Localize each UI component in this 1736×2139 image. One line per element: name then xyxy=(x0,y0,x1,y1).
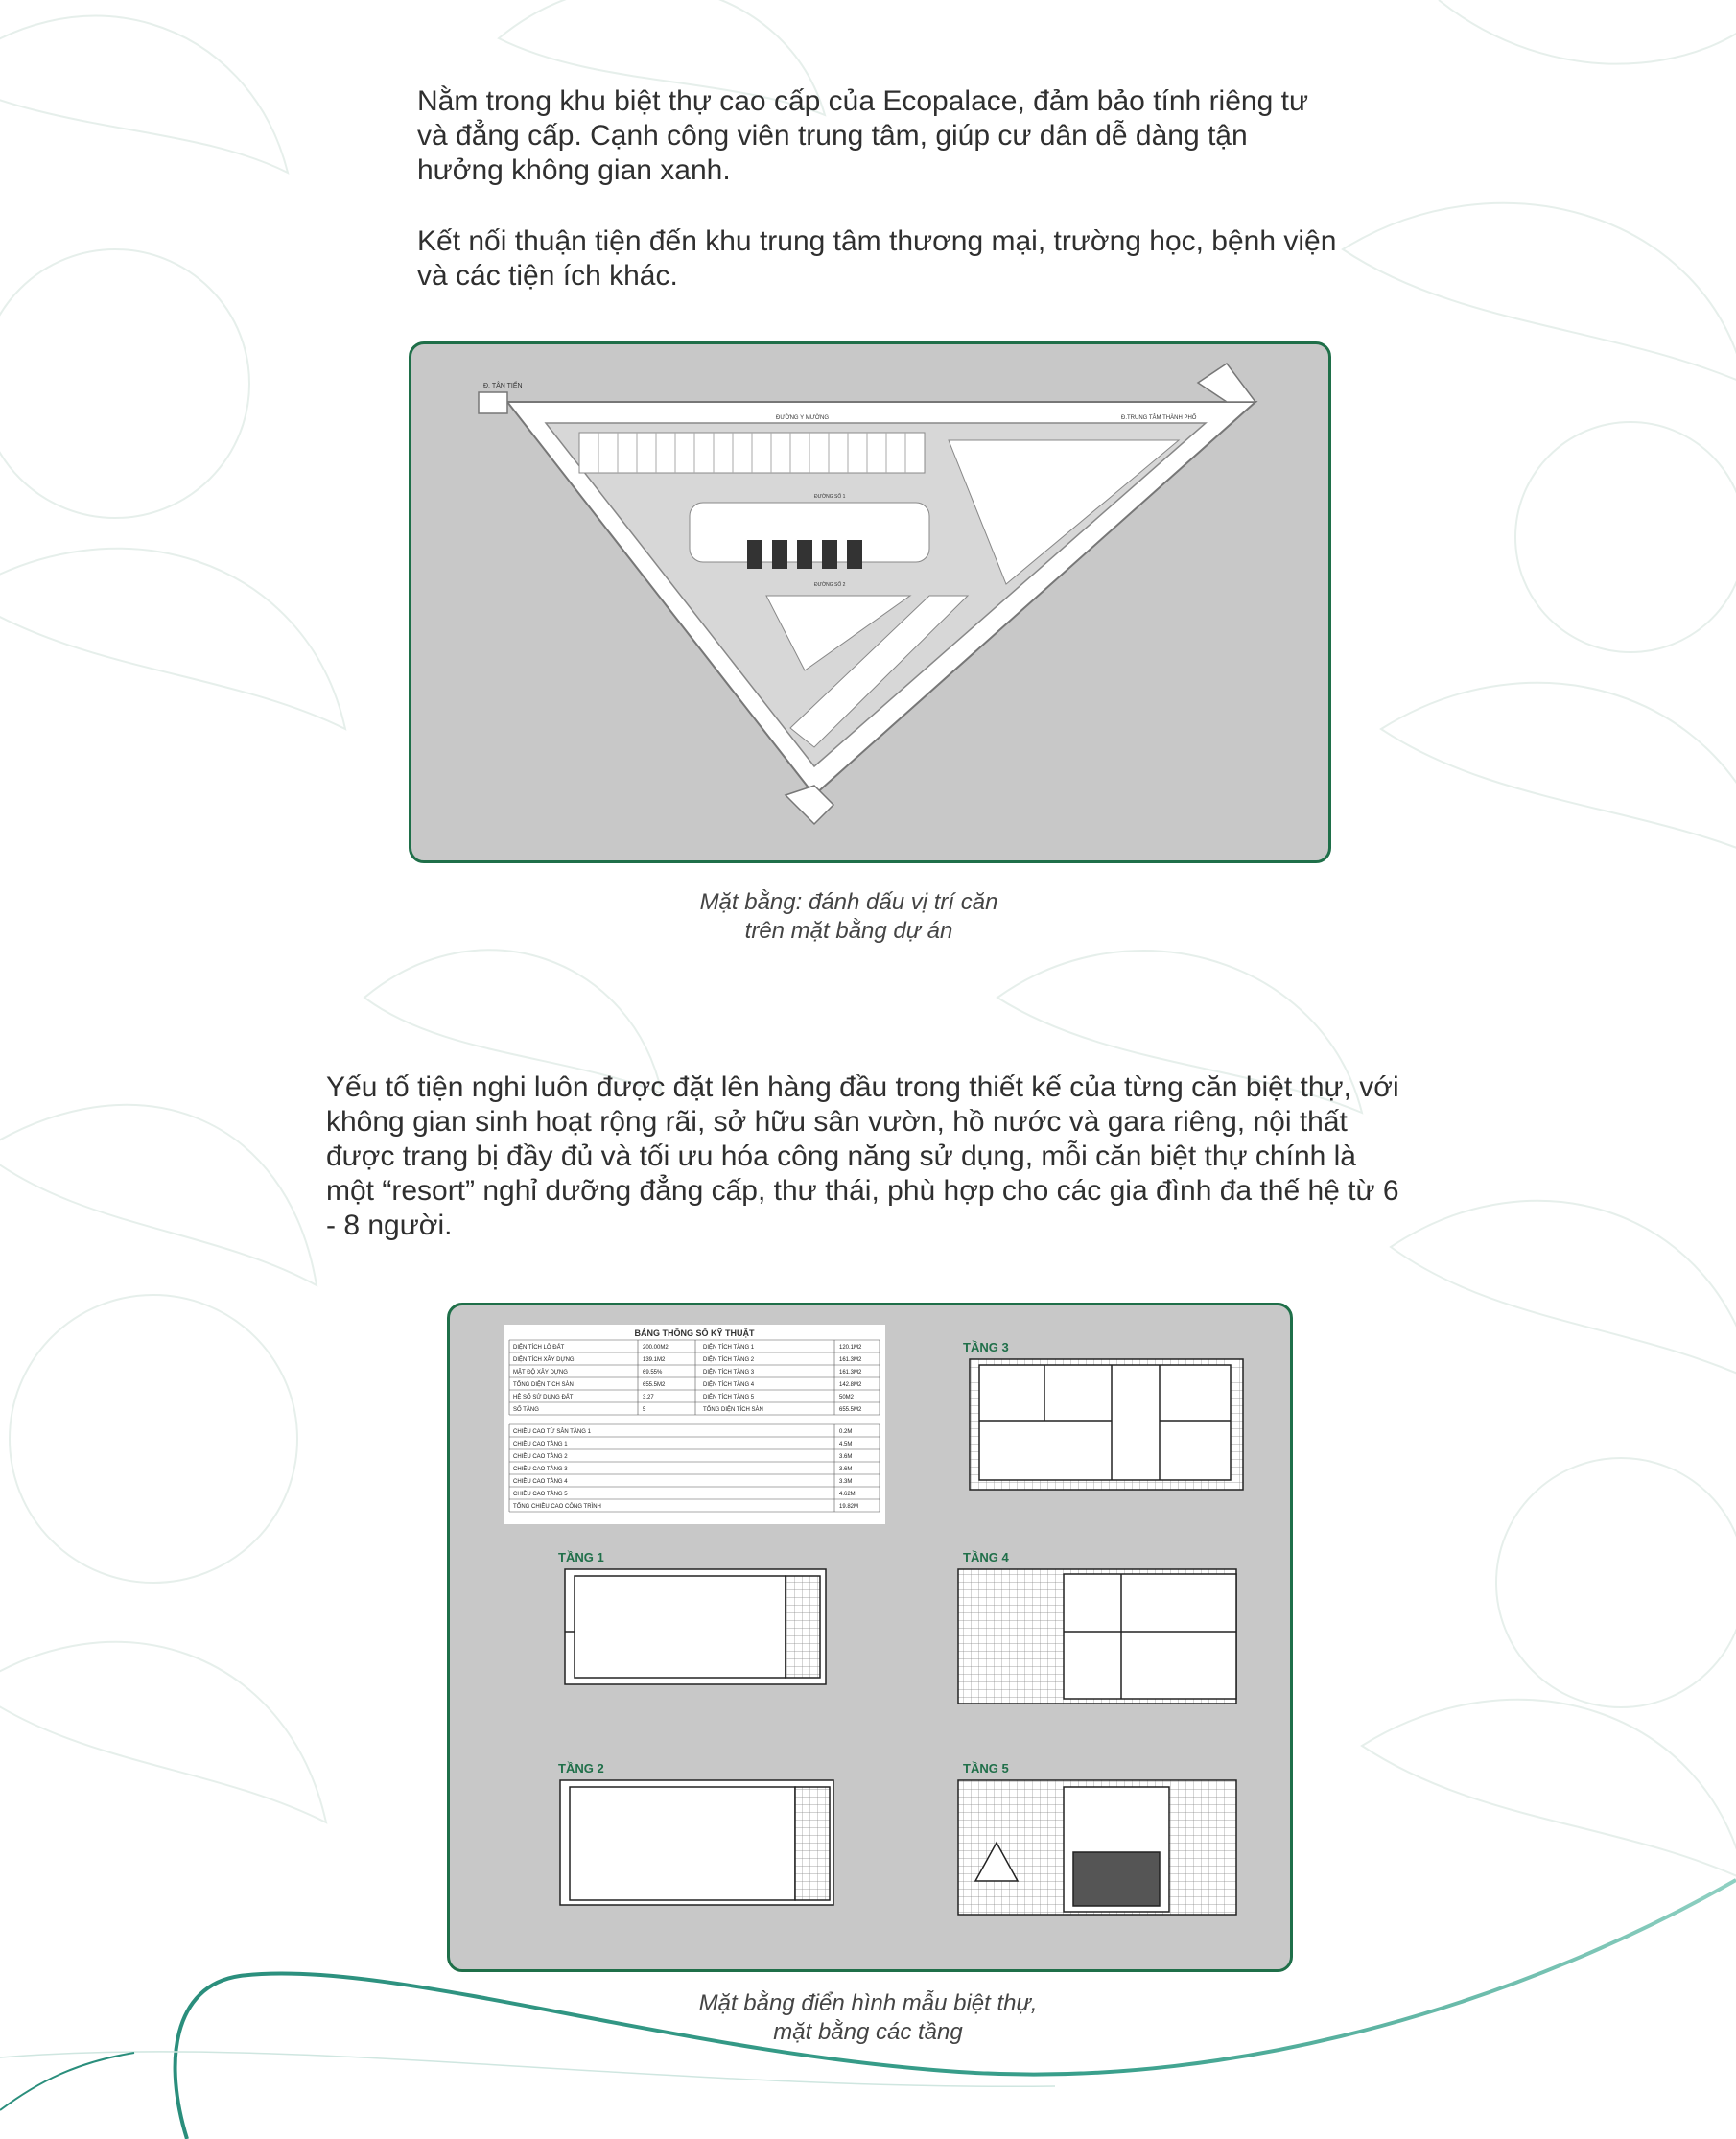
spec-left-value: 655.5M2 xyxy=(643,1382,666,1388)
spec-right-value: 142.8M2 xyxy=(839,1382,862,1388)
spec-right-value: 655.5M2 xyxy=(839,1407,862,1413)
spec-left-label: HỆ SỐ SỬ DỤNG ĐẤT xyxy=(513,1395,574,1400)
spec-right-value: 50M2 xyxy=(839,1395,855,1400)
spec-right-label: DIỆN TÍCH TẦNG 2 xyxy=(703,1357,755,1363)
road-extension-top-right xyxy=(1198,364,1255,402)
spec-left-value: 5 xyxy=(643,1407,646,1413)
spec-left-label: MẬT ĐỘ XÂY DỰNG xyxy=(513,1370,568,1375)
spec-height-value: 19.82M xyxy=(839,1504,859,1510)
floor-4-plan xyxy=(958,1569,1236,1704)
road-label-y-muong: ĐƯỜNG Y MƯỜNG xyxy=(776,415,829,421)
site-plan-caption-line-2: trên mặt bằng dự án xyxy=(744,918,953,944)
spec-height-label: CHIỀU CAO TẦNG 4 xyxy=(513,1479,568,1485)
spec-height-label: CHIỀU CAO TẦNG 5 xyxy=(513,1492,568,1497)
spec-left-value: 69.55% xyxy=(643,1370,663,1375)
spec-height-label: CHIỀU CAO TẦNG 3 xyxy=(513,1467,568,1472)
spec-right-label: TỔNG DIỆN TÍCH SÀN xyxy=(703,1407,763,1413)
spec-height-value: 3.3M xyxy=(839,1479,853,1485)
spec-height-label: TỔNG CHIỀU CAO CÔNG TRÌNH xyxy=(513,1504,601,1510)
road-label-2: ĐƯỜNG SỐ 2 xyxy=(814,582,846,588)
spec-left-label: TỔNG DIỆN TÍCH SÀN xyxy=(513,1382,574,1388)
floor-1-plan xyxy=(565,1569,826,1684)
intro-paragraph-2: Kết nối thuận tiện đến khu trung tâm thương mại, trường học, bệnh viện và các tiện ích khác. xyxy=(417,225,1337,292)
amenities-paragraph: Yếu tố tiện nghi luôn được đặt lên hàng đầu trong thiết kế của từng căn biệt thự, với không gian sinh hoạt rộng rãi, sở hữu sân vườn, hồ nước và gara riêng, nội thất được trang bị đầy đủ và tối ưu hóa công năng sử dụng, mỗi căn biệt thự chính là một “resort” nghỉ dưỡng đẳng cấp, thư thái, phù hợp cho các gia đình đa thế hệ từ 6 - 8 người. xyxy=(326,1071,1399,1241)
spec-height-value: 0.2M xyxy=(839,1429,853,1435)
site-plan-drawing xyxy=(411,344,1328,860)
spec-left-value: 200.00M2 xyxy=(643,1345,669,1351)
floor-5-plan xyxy=(958,1780,1236,1915)
site-plan-caption-line-1: Mặt bằng: đánh dấu vị trí căn xyxy=(699,889,998,915)
road-label-trung-tam: Đ.TRUNG TÂM THÀNH PHỐ xyxy=(1121,415,1197,421)
floor-4-label: TẦNG 4 xyxy=(963,1550,1009,1564)
floor-plans-caption-line-2: mặt bằng các tầng xyxy=(773,2019,963,2045)
spec-height-value: 3.6M xyxy=(839,1454,853,1460)
spec-right-value: 161.3M2 xyxy=(839,1370,862,1375)
spec-table-title: BẢNG THÔNG SỐ KỸ THUẬT xyxy=(634,1328,755,1338)
intro-paragraph-1: Nằm trong khu biệt thự cao cấp của Ecopalace, đảm bảo tính riêng tư và đẳng cấp. Cạnh công viên trung tâm, giúp cư dân dễ dàng tận hưởng không gian xanh. xyxy=(417,85,1309,186)
floor-2-label: TẦNG 2 xyxy=(558,1761,604,1775)
spec-height-label: CHIỀU CAO TỪ SÂN TẦNG 1 xyxy=(513,1429,591,1435)
spec-height-value: 4.5M xyxy=(839,1442,853,1447)
floor-2-plan xyxy=(560,1780,833,1905)
road-extension-bottom xyxy=(786,786,833,824)
spec-height-label: CHIỀU CAO TẦNG 1 xyxy=(513,1442,568,1447)
spec-height-value: 3.6M xyxy=(839,1467,853,1472)
floor-3-label: TẦNG 3 xyxy=(963,1340,1009,1354)
floor-plan-drawings xyxy=(450,1305,1290,1969)
spec-left-value: 3.27 xyxy=(643,1395,654,1400)
road-label-1: ĐƯỜNG SỐ 1 xyxy=(814,494,846,500)
floor-5-label: TẦNG 5 xyxy=(963,1761,1009,1775)
road-label-tan-tien: Đ. TÂN TIẾN xyxy=(483,383,523,389)
site-plan-frame xyxy=(409,341,1331,863)
spec-left-label: DIỆN TÍCH LÔ ĐẤT xyxy=(513,1345,565,1351)
floor-plans-frame xyxy=(447,1303,1293,1972)
spec-left-label: SỐ TẦNG xyxy=(513,1407,539,1413)
spec-right-label: DIỆN TÍCH TẦNG 4 xyxy=(703,1382,755,1388)
spec-right-value: 120.1M2 xyxy=(839,1345,862,1351)
spec-height-value: 4.62M xyxy=(839,1492,856,1497)
spec-right-value: 161.3M2 xyxy=(839,1357,862,1363)
spec-right-label: DIỆN TÍCH TẦNG 5 xyxy=(703,1395,755,1400)
spec-right-label: DIỆN TÍCH TẦNG 1 xyxy=(703,1345,755,1351)
floor-3-plan xyxy=(970,1359,1243,1490)
spec-right-label: DIỆN TÍCH TẦNG 3 xyxy=(703,1370,755,1375)
spec-left-label: DIỆN TÍCH XÂY DỰNG xyxy=(513,1357,575,1363)
spec-left-value: 139.1M2 xyxy=(643,1357,666,1363)
road-extension-left xyxy=(479,392,507,413)
floor-1-label: TẦNG 1 xyxy=(558,1550,604,1564)
site-plan-caption xyxy=(575,888,1122,946)
floor-plans-caption xyxy=(537,1989,1199,2047)
floor-plans-caption-line-1: Mặt bằng điển hình mẫu biệt thự, xyxy=(698,1990,1038,2016)
spec-height-label: CHIỀU CAO TẦNG 2 xyxy=(513,1454,568,1460)
